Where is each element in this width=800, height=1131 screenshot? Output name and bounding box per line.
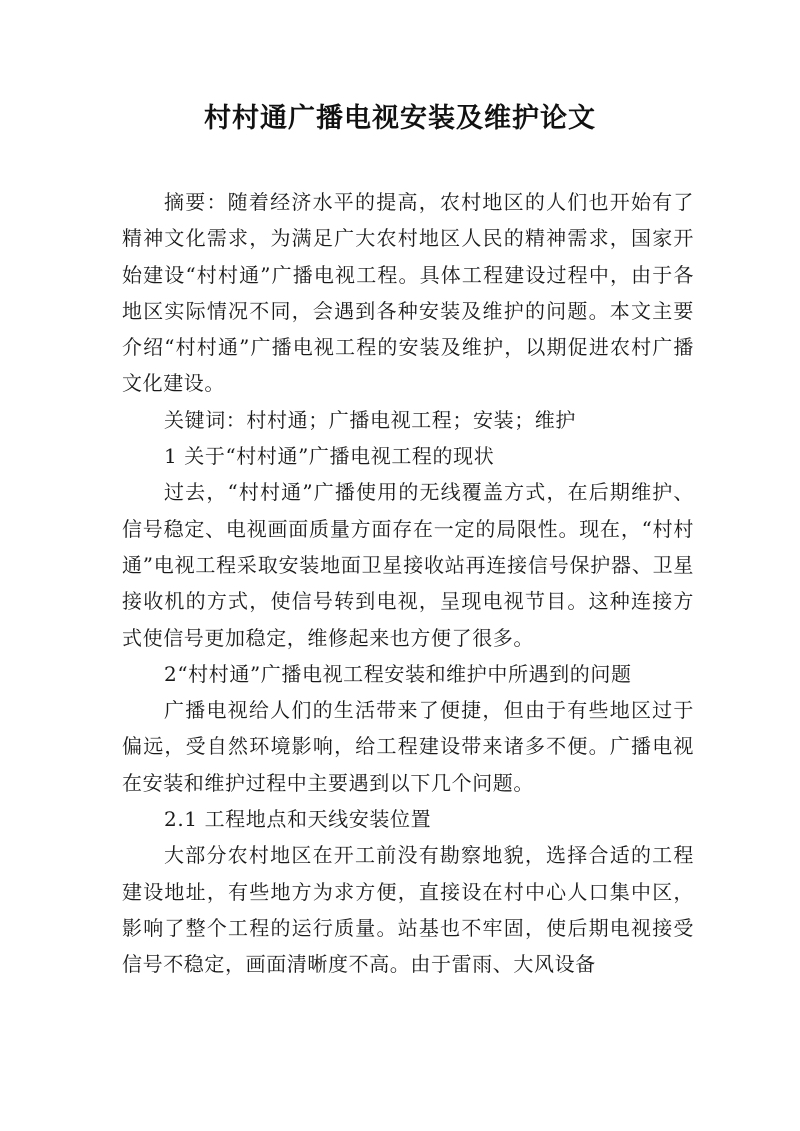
- body-paragraph: 大部分农村地区在开工前没有勘察地貌，选择合适的工程建设地址，有些地方为求方便，直接设在村中心人口集中区，影响了整个工程的运行质量。站基也不牢固，使后期电视接受信号不稳定，画面清晰度不高。由于雷雨、大风设备: [122, 843, 694, 977]
- body-paragraph: 广播电视给人们的生活带来了便捷，但由于有些地区过于偏远，受自然环境影响，给工程建设带来诸多不便。广播电视在安装和维护过程中主要遇到以下几个问题。: [122, 698, 694, 795]
- document-title: 村村通广播电视安装及维护论文: [204, 103, 596, 134]
- section-heading-1: 1 关于“村村通”广播电视工程的现状: [164, 444, 495, 469]
- section-heading-2: 2“村村通”广播电视工程安装和维护中所遇到的问题: [164, 661, 632, 686]
- abstract-paragraph: 摘要：随着经济水平的提高，农村地区的人们也开始有了精神文化需求，为满足广大农村地区人民的精神需求，国家开始建设“村村通”广播电视工程。具体工程建设过程中，由于各地区实际情况不同，会遇到各种安装及维护的问题。本文主要介绍“村村通”广播电视工程的安装及维护，以期促进农村广播文化建设。: [122, 190, 694, 396]
- document-body: [122, 184, 694, 983]
- keywords-paragraph: 关键词：村村通；广播电视工程；安装；维护: [164, 407, 576, 432]
- subsection-heading-2-1: 2.1 工程地点和天线安装位置: [164, 807, 432, 832]
- body-paragraph: 过去，“村村通”广播使用的无线覆盖方式，在后期维护、信号稳定、电视画面质量方面存在一定的局限性。现在，“村村通”电视工程采取安装地面卫星接收站再连接信号保护器、卫星接收机的方式，使信号转到电视，呈现电视节目。这种连接方式使信号更加稳定，维修起来也方便了很多。: [122, 480, 694, 650]
